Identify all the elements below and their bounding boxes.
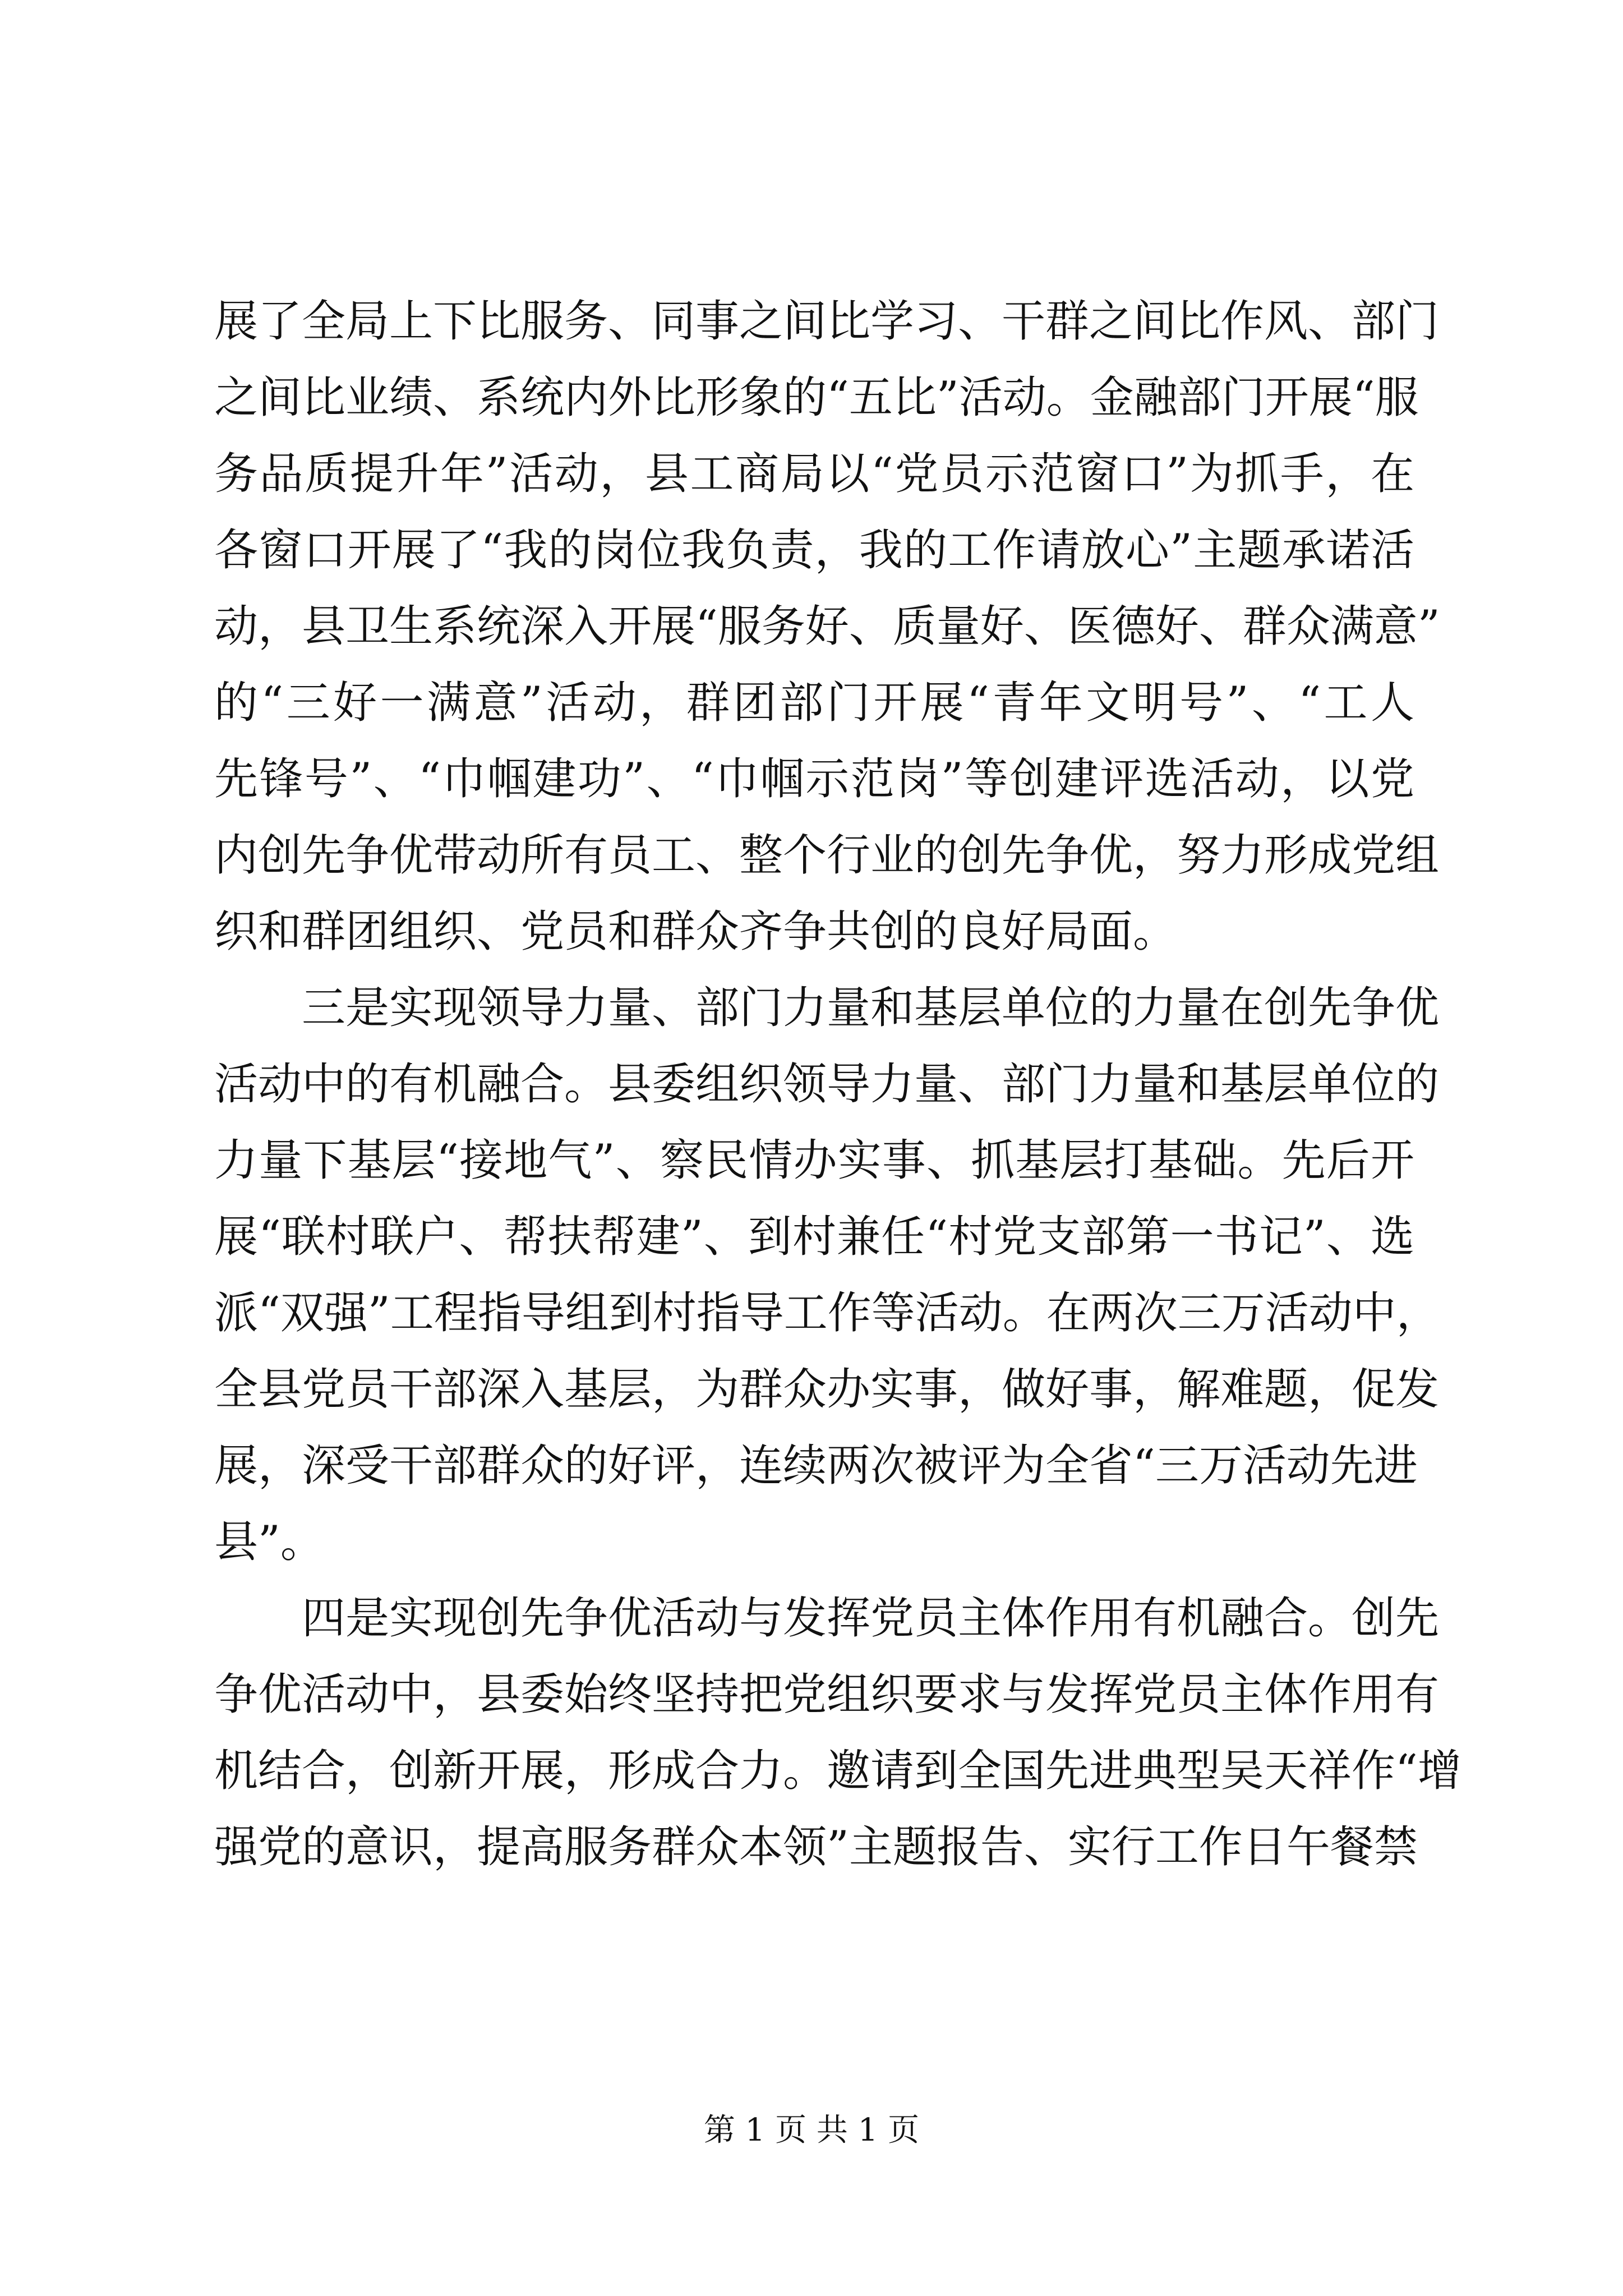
text-line-paragraph-end: 织和群团组织、党员和群众齐争共创的良好局面。 xyxy=(214,907,1177,957)
text-line: 展，深受干部群众的好评，连续两次被评为全省“三万活动先进 xyxy=(214,1441,1418,1491)
text-line: 派“双强”工程指导组到村指导工作等活动。在两次三万活动中， xyxy=(214,1288,1440,1338)
document-body xyxy=(214,283,1461,1885)
text-line: 各窗口开展了“我的岗位我负责，我的工作请放心”主题承诺活 xyxy=(214,525,1414,576)
text-line-paragraph-start: 四是实现创先争优活动与发挥党员主体作用有机融合。创先 xyxy=(214,1593,1440,1644)
text-line: 务品质提升年”活动，县工商局以“党员示范窗口”为抓手，在 xyxy=(214,449,1414,499)
text-line: 机结合，创新开展，形成合力。邀请到全国先进典型吴天祥作“增 xyxy=(214,1746,1461,1796)
text-line: 的“三好一满意”活动，群团部门开展“青年文明号”、“工人 xyxy=(214,678,1414,728)
text-line: 争优活动中，县委始终坚持把党组织要求与发挥党员主体作用有 xyxy=(214,1669,1440,1720)
page-number-footer: 第 1 页 共 1 页 xyxy=(703,2112,920,2148)
text-line: 先锋号”、“巾帼建功”、“巾帼示范岗”等创建评选活动，以党 xyxy=(214,754,1414,804)
text-line: 全县党员干部深入基层，为群众办实事，做好事，解难题，促发 xyxy=(214,1364,1440,1415)
text-line: 展“联村联户、帮扶帮建”、到村兼任“村党支部第一书记”、选 xyxy=(214,1212,1414,1262)
text-line: 强党的意识，提高服务群众本领”主题报告、实行工作日午餐禁 xyxy=(214,1822,1418,1872)
text-line: 动，县卫生系统深入开展“服务好、质量好、医德好、群众满意” xyxy=(214,601,1440,652)
text-line-paragraph-end: 县”。 xyxy=(214,1517,324,1567)
text-line: 力量下基层“接地气”、察民情办实事、抓基层打基础。先后开 xyxy=(214,1135,1414,1186)
text-line: 展了全局上下比服务、同事之间比学习、干群之间比作风、部门 xyxy=(214,296,1440,347)
text-line-paragraph-start: 三是实现领导力量、部门力量和基层单位的力量在创先争优 xyxy=(214,983,1440,1033)
text-line: 内创先争优带动所有员工、整个行业的创先争优，努力形成党组 xyxy=(214,830,1440,881)
text-line: 之间比业绩、系统内外比形象的“五比”活动。金融部门开展“服 xyxy=(214,372,1419,423)
text-line: 活动中的有机融合。县委组织领导力量、部门力量和基层单位的 xyxy=(214,1059,1440,1110)
